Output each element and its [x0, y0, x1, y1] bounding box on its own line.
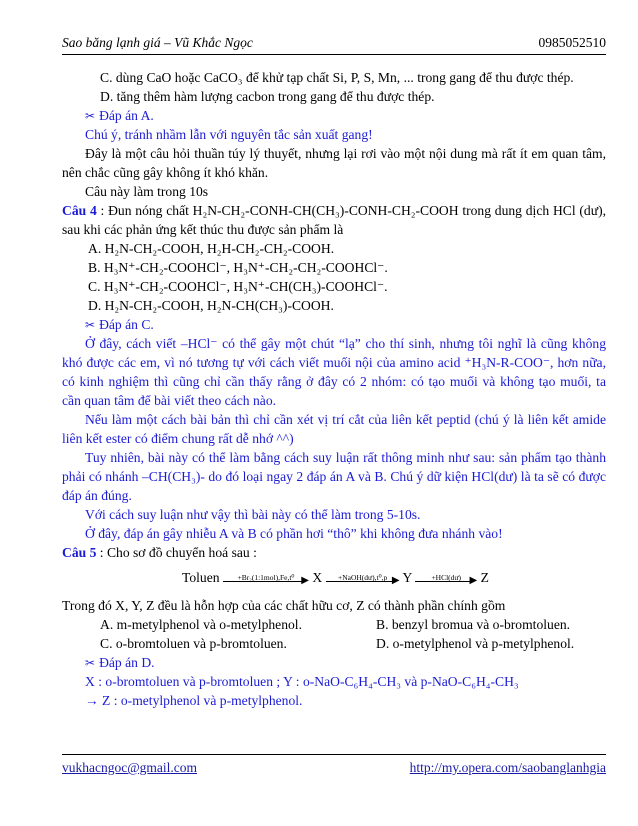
paragraph-line: nên chắc cũng gây không ít khó khăn. — [62, 165, 269, 180]
question-text: : Đun nóng chất H₂N-CH₂-CONH-CH(CH₃)-CONH-CH₂-COOH trong dung dịch HCl (dư), — [100, 203, 606, 218]
answer-text: Đáp án A. — [99, 108, 154, 123]
question-label: Câu 4 — [62, 203, 97, 218]
question-label: Câu 5 — [62, 545, 97, 560]
scissors-icon: ✂ — [85, 109, 96, 123]
question-text: Trong đó X, Y, Z đều là hỗn hợp của các chất hữu cơ, Z có thành phần chính gồm — [62, 598, 506, 613]
footer-url-link[interactable]: http://my.opera.com/saobanglanhgia — [409, 760, 606, 775]
reaction-scheme — [62, 562, 606, 596]
scheme-y: Y — [402, 570, 412, 585]
question-5 — [62, 543, 606, 562]
page-footer — [62, 754, 606, 779]
options-row — [62, 634, 606, 653]
paragraph-line: Ở đây, cách viết –HCl⁻ có thể gây một chút “lạ” cho thí sinh, nhưng tôi nghĩ là cũng không — [85, 336, 606, 351]
answer-line — [62, 653, 606, 672]
option-d: D. H₂N-CH₂-COOH, H₂N-CH(CH₃)-COOH. — [88, 298, 334, 313]
document-body — [62, 68, 606, 710]
options-row — [62, 615, 606, 634]
paragraph-line: Với cách suy luận như vậy thì bài này có thể làm trong 5-10s. — [85, 507, 421, 522]
scheme-x: X — [312, 570, 323, 585]
reaction-arrow: +HCl(dư) ▶ — [415, 572, 477, 586]
arrow-condition: +HCl(dư) — [431, 572, 461, 582]
option-c-prev: C. dùng CaO hoặc CaCO₃ để khử tạp chất Si, P, S, Mn, ... trong gang để thu được thép. — [100, 70, 574, 85]
question-4 — [62, 201, 606, 220]
note-line: Chú ý, tránh nhầm lẫn với nguyên tắc sản xuất gang! — [85, 127, 373, 142]
option-b: B. H₃N⁺-CH₂-COOHCl⁻, H₃N⁺-CH₂-CH₂-COOHCl⁻. — [88, 260, 388, 275]
paragraph-line: khó được các em, vì nó tương tự với cách viết muối nội của amino acid ⁺H₃N-R-COO⁻, hơn nữa, — [62, 355, 606, 370]
paragraph-line: cần quan tâm để bài viết theo cách nào. — [62, 393, 277, 408]
arrow-condition: +NaOH(dư),t⁰,p — [338, 572, 388, 582]
option-d-prev: D. tăng thêm hàm lượng cacbon trong gang để thu được thép. — [100, 89, 435, 104]
solution-z: → Z : o-metylphenol và p-metylphenol. — [85, 693, 303, 708]
question-text: sau khi các phản ứng kết thúc thu được sản phẩm là — [62, 222, 344, 237]
answer-text: Đáp án C. — [99, 317, 154, 332]
option-d: D. o-metylphenol và p-metylphenol. — [376, 636, 575, 651]
option-a: A. m-metylphenol và o-metylphenol. — [100, 617, 302, 632]
paragraph-line: Ở đây, đáp án gây nhiễu A và B có phần hơi “thô” khi không đưa nhánh vào! — [85, 526, 503, 541]
scissors-icon: ✂ — [85, 318, 96, 332]
time-note: Câu này làm trong 10s — [85, 184, 209, 199]
arrow-condition: +Br₂(1:1mol),Fe,t⁰ — [237, 572, 295, 582]
paragraph-line: Tuy nhiên, bài này có thể làm bằng cách suy luận rất thông minh như sau: sản phẩm tạo thành — [85, 450, 606, 465]
paragraph-line: Đây là một câu hỏi thuần túy lý thuyết, nhưng lại rơi vào một nội dung mà rất ít em quan tâm, — [85, 146, 606, 161]
reaction-arrow: +NaOH(dư),t⁰,p ▶ — [326, 572, 400, 586]
question-text: : Cho sơ đồ chuyển hoá sau : — [99, 545, 257, 560]
paragraph-line: đáp án đúng. — [62, 488, 132, 503]
header-phone: 0985052510 — [538, 35, 606, 50]
scissors-icon: ✂ — [85, 656, 96, 670]
footer-email-link[interactable]: vukhacngoc@gmail.com — [62, 760, 198, 775]
reaction-arrow: +Br₂(1:1mol),Fe,t⁰ ▶ — [223, 572, 309, 586]
option-b: B. benzyl bromua và o-bromtoluen. — [376, 617, 571, 632]
paragraph-line: liên kết ester có điểm chung rất dễ nhớ ^^) — [62, 431, 294, 446]
option-c: C. o-bromtoluen và p-bromtoluen. — [100, 636, 287, 651]
paragraph-line: phải có nhánh –CH(CH₃)- do đó loại ngay 2 đáp án A và B. Chú ý dữ kiện HCl(dư) là ta sẽ có được — [62, 469, 606, 484]
answer-text: Đáp án D. — [99, 655, 155, 670]
option-a: A. H₂N-CH₂-COOH, H₂H-CH₂-CH₂-COOH. — [88, 241, 335, 256]
page-header — [62, 34, 606, 55]
scheme-start: Toluen — [182, 570, 220, 585]
answer-line — [62, 315, 606, 334]
header-title: Sao băng lạnh giá – Vũ Khắc Ngọc — [62, 35, 253, 50]
paragraph-line: có kinh nghiệm thì cũng chỉ cần thấy rằng ở đây có 2 nhóm: có tạo muối và không tạo muối, ta — [62, 374, 606, 389]
paragraph-line: Nếu làm một cách bài bản thì chỉ cần xét vị trí cắt của liên kết peptid (chú ý là liên kết amide — [85, 412, 606, 427]
option-c: C. H₃N⁺-CH₂-COOHCl⁻, H₃N⁺-CH(CH₃)-COOHCl⁻. — [88, 279, 388, 294]
scheme-z: Z — [480, 570, 489, 585]
answer-line — [62, 106, 606, 125]
solution-x-y: X : o-bromtoluen và p-bromtoluen ; Y : o-NaO-C₆H₄-CH₃ và p-NaO-C₆H₄-CH₃ — [85, 674, 519, 689]
